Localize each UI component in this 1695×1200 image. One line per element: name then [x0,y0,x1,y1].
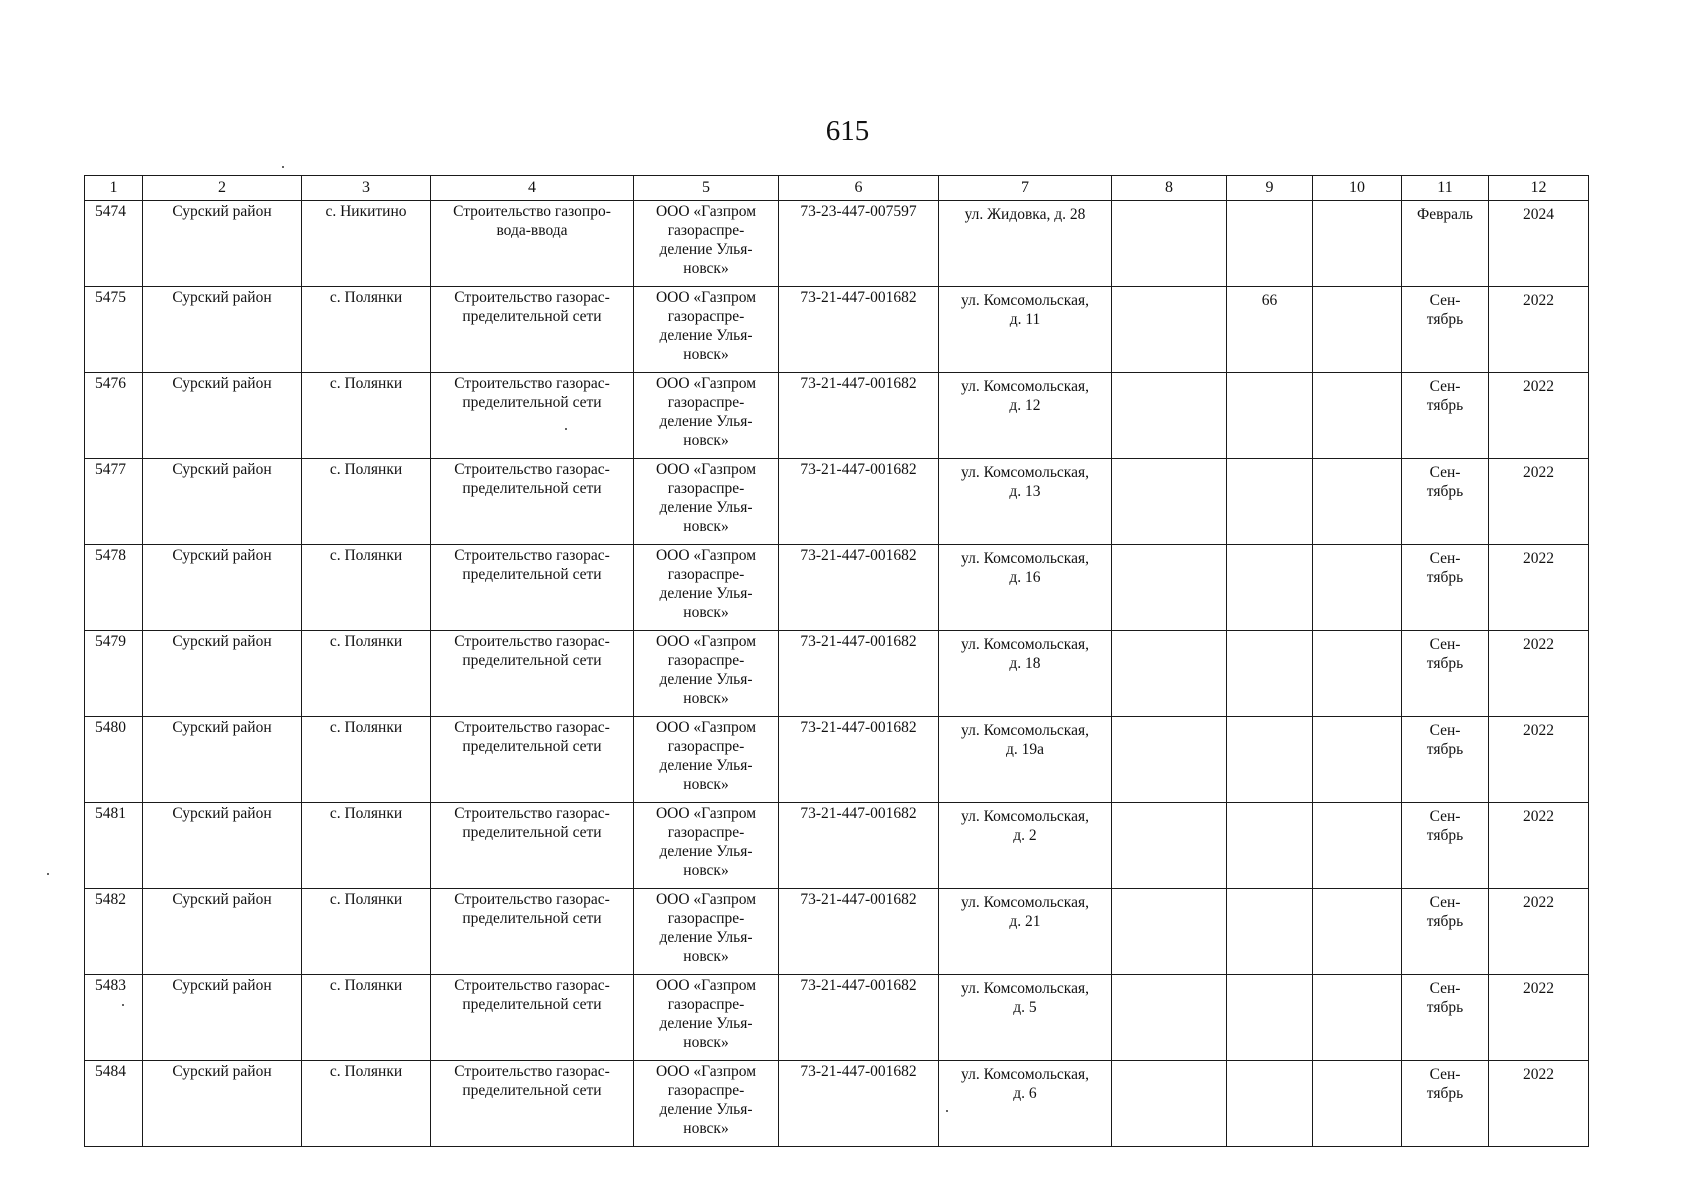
cell-work [431,373,634,459]
cell-organization-line: ООО «Газпром [655,719,757,736]
cell-organization-line: новск» [683,690,729,707]
cell-organization [634,545,779,631]
cell-settlement: с. Полянки [302,545,431,631]
cell-address-line: ул. Комсомольская, [961,636,1089,653]
cell-settlement: с. Полянки [302,459,431,545]
cell-col8 [1112,287,1227,373]
cell-work [431,287,634,373]
cell-organization-line: деление Улья- [659,1015,753,1032]
cell-month-line: тябрь [1426,741,1464,758]
cell-organization-line: новск» [683,518,729,535]
cell-organization-line: деление Улья- [659,413,753,430]
cell-organization-line: газораспре- [667,910,745,927]
cell-month-line: тябрь [1426,1085,1464,1102]
cell-col10 [1313,545,1402,631]
cell-month [1402,373,1489,459]
cell-organization-line: ООО «Газпром [655,203,757,220]
table-row [85,545,1589,631]
cell-organization-line: ООО «Газпром [655,805,757,822]
cell-address [939,889,1112,975]
cell-organization-line: новск» [683,862,729,879]
cell-number: 5475 [85,287,143,373]
cell-number: 5481 [85,803,143,889]
cell-col8 [1112,889,1227,975]
scan-speck [47,873,49,875]
cell-work [431,975,634,1061]
table-row [85,803,1589,889]
cell-col9 [1227,201,1313,287]
cell-code: 73-23-447-007597 [779,201,939,287]
table-row [85,975,1589,1061]
cell-district: Сурский район [143,287,302,373]
cell-organization-line: новск» [683,604,729,621]
cell-month-line: тябрь [1426,827,1464,844]
cell-col8 [1112,545,1227,631]
cell-col9 [1227,717,1313,803]
cell-organization [634,803,779,889]
column-header-2: 2 [143,176,302,201]
cell-work-line: Строительство газорас- [454,461,610,478]
cell-col9 [1227,1061,1313,1147]
cell-month [1402,287,1489,373]
cell-organization-line: газораспре- [667,222,745,239]
scan-speck [122,1004,124,1006]
cell-month [1402,975,1489,1061]
cell-code: 73-21-447-001682 [779,975,939,1061]
cell-organization-line: деление Улья- [659,499,753,516]
cell-address-line: д. 11 [1009,311,1041,328]
cell-col9 [1227,975,1313,1061]
cell-address [939,459,1112,545]
cell-work-line: пределительной сети [462,566,602,583]
cell-address-line: ул. Комсомольская, [961,722,1089,739]
cell-organization-line: новск» [683,346,729,363]
cell-col8 [1112,1061,1227,1147]
cell-month-line: тябрь [1426,483,1464,500]
cell-settlement: с. Полянки [302,889,431,975]
cell-organization [634,1061,779,1147]
cell-col10 [1313,889,1402,975]
cell-month-line: тябрь [1426,655,1464,672]
register-table [84,175,1589,1147]
cell-col9 [1227,459,1313,545]
cell-organization-line: новск» [683,1034,729,1051]
cell-work-line: Строительство газорас- [454,719,610,736]
column-number-row [85,176,1589,201]
cell-code: 73-21-447-001682 [779,1061,939,1147]
cell-address-line: ул. Комсомольская, [961,378,1089,395]
cell-address-line: д. 18 [1009,655,1041,672]
cell-organization-line: ООО «Газпром [655,375,757,392]
cell-settlement: с. Полянки [302,631,431,717]
cell-code: 73-21-447-001682 [779,459,939,545]
cell-district: Сурский район [143,459,302,545]
cell-address-line: д. 12 [1009,397,1041,414]
cell-col8 [1112,803,1227,889]
cell-organization-line: газораспре- [667,566,745,583]
cell-col8 [1112,459,1227,545]
cell-month [1402,889,1489,975]
cell-number: 5477 [85,459,143,545]
cell-year: 2022 [1489,287,1589,373]
cell-code: 73-21-447-001682 [779,717,939,803]
table-header [85,176,1589,201]
cell-organization-line: ООО «Газпром [655,891,757,908]
cell-month-line: тябрь [1426,311,1464,328]
cell-col10 [1313,287,1402,373]
cell-organization-line: деление Улья- [659,327,753,344]
cell-address-line: ул. Жидовка, д. 28 [964,206,1086,223]
cell-work-line: Строительство газопро- [453,203,611,220]
cell-district: Сурский район [143,889,302,975]
page-number: 615 [825,115,870,147]
cell-work-line: пределительной сети [462,394,602,411]
cell-district: Сурский район [143,717,302,803]
cell-work-line: пределительной сети [462,308,602,325]
cell-number: 5474 [85,201,143,287]
cell-year: 2022 [1489,373,1589,459]
cell-work-line: пределительной сети [462,738,602,755]
cell-col8 [1112,631,1227,717]
cell-col9 [1227,631,1313,717]
table-body [85,201,1589,1147]
column-header-3: 3 [302,176,431,201]
cell-number: 5478 [85,545,143,631]
cell-settlement: с. Полянки [302,287,431,373]
cell-month [1402,631,1489,717]
cell-work-line: Строительство газорас- [454,891,610,908]
cell-col10 [1313,1061,1402,1147]
cell-organization [634,459,779,545]
table-row [85,1061,1589,1147]
column-header-5: 5 [634,176,779,201]
cell-month-line: Сен- [1429,464,1461,481]
column-header-12: 12 [1489,176,1589,201]
cell-col10 [1313,373,1402,459]
table-row [85,631,1589,717]
cell-work-line: пределительной сети [462,910,602,927]
cell-work-line: пределительной сети [462,996,602,1013]
cell-organization-line: новск» [683,260,729,277]
column-header-9: 9 [1227,176,1313,201]
cell-code: 73-21-447-001682 [779,373,939,459]
cell-settlement: с. Полянки [302,803,431,889]
cell-district: Сурский район [143,373,302,459]
cell-month [1402,459,1489,545]
cell-work-line: Строительство газорас- [454,805,610,822]
cell-month-line: Сен- [1429,292,1461,309]
cell-district: Сурский район [143,631,302,717]
cell-year: 2022 [1489,631,1589,717]
cell-year: 2024 [1489,201,1589,287]
cell-month-line: Сен- [1429,808,1461,825]
cell-work [431,459,634,545]
cell-col10 [1313,201,1402,287]
cell-organization-line: газораспре- [667,738,745,755]
cell-month-line: Сен- [1429,894,1461,911]
cell-month-line: Сен- [1429,550,1461,567]
cell-address-line: ул. Комсомольская, [961,980,1089,997]
cell-col10 [1313,975,1402,1061]
cell-col10 [1313,459,1402,545]
column-header-10: 10 [1313,176,1402,201]
cell-code: 73-21-447-001682 [779,803,939,889]
cell-month-line: тябрь [1426,569,1464,586]
cell-month-line: тябрь [1426,397,1464,414]
cell-organization-line: ООО «Газпром [655,633,757,650]
cell-organization-line: новск» [683,1120,729,1137]
column-header-8: 8 [1112,176,1227,201]
cell-work [431,1061,634,1147]
cell-address-line: ул. Комсомольская, [961,894,1089,911]
cell-year: 2022 [1489,459,1589,545]
cell-district: Сурский район [143,545,302,631]
cell-number: 5479 [85,631,143,717]
cell-organization-line: ООО «Газпром [655,547,757,564]
cell-address [939,1061,1112,1147]
cell-address [939,717,1112,803]
cell-month [1402,803,1489,889]
cell-settlement: с. Полянки [302,975,431,1061]
cell-address-line: д. 5 [1013,999,1037,1016]
cell-month [1402,201,1489,287]
cell-work [431,631,634,717]
cell-col10 [1313,717,1402,803]
table-row [85,717,1589,803]
cell-organization-line: газораспре- [667,394,745,411]
cell-code: 73-21-447-001682 [779,889,939,975]
cell-address-line: д. 13 [1009,483,1041,500]
cell-organization-line: ООО «Газпром [655,977,757,994]
cell-col8 [1112,975,1227,1061]
cell-settlement: с. Полянки [302,373,431,459]
column-header-7: 7 [939,176,1112,201]
cell-settlement: с. Никитино [302,201,431,287]
cell-district: Сурский район [143,201,302,287]
cell-number: 5476 [85,373,143,459]
cell-address-line: д. 6 [1013,1085,1037,1102]
cell-work-line: Строительство газорас- [454,977,610,994]
cell-address [939,545,1112,631]
scan-speck [282,166,284,168]
cell-work-line: Строительство газорас- [454,547,610,564]
cell-work [431,545,634,631]
cell-work [431,803,634,889]
cell-organization [634,201,779,287]
cell-address [939,201,1112,287]
cell-organization-line: деление Улья- [659,929,753,946]
cell-organization-line: газораспре- [667,1082,745,1099]
column-header-4: 4 [431,176,634,201]
cell-month-line: тябрь [1426,913,1464,930]
cell-year: 2022 [1489,717,1589,803]
cell-work-line: Строительство газорас- [454,1063,610,1080]
cell-organization-line: новск» [683,432,729,449]
cell-year: 2022 [1489,803,1589,889]
table-row [85,889,1589,975]
cell-organization-line: газораспре- [667,308,745,325]
cell-district: Сурский район [143,1061,302,1147]
cell-address-line: д. 21 [1009,913,1041,930]
cell-organization [634,717,779,803]
cell-month-line: Сен- [1429,1066,1461,1083]
cell-address-line: ул. Комсомольская, [961,292,1089,309]
cell-address-line: ул. Комсомольская, [961,464,1089,481]
cell-settlement: с. Полянки [302,1061,431,1147]
scan-speck [565,428,567,430]
cell-address-line: д. 19а [1005,741,1045,758]
cell-number: 5480 [85,717,143,803]
cell-organization-line: деление Улья- [659,671,753,688]
cell-work [431,889,634,975]
cell-address [939,631,1112,717]
cell-work-line: Строительство газорас- [454,375,610,392]
cell-organization-line: газораспре- [667,652,745,669]
cell-month-line: Февраль [1416,206,1473,223]
cell-col9 [1227,545,1313,631]
cell-year: 2022 [1489,1061,1589,1147]
cell-work-line: Строительство газорас- [454,633,610,650]
cell-work-line: пределительной сети [462,1082,602,1099]
cell-address [939,373,1112,459]
cell-organization-line: деление Улья- [659,843,753,860]
cell-district: Сурский район [143,975,302,1061]
cell-work-line: пределительной сети [462,652,602,669]
cell-number: 5482 [85,889,143,975]
cell-organization-line: деление Улья- [659,1101,753,1118]
column-header-1: 1 [85,176,143,201]
cell-organization-line: деление Улья- [659,241,753,258]
cell-organization-line: газораспре- [667,480,745,497]
scan-speck [946,1110,948,1112]
cell-work [431,717,634,803]
cell-month-line: Сен- [1429,636,1461,653]
cell-work-line: пределительной сети [462,824,602,841]
cell-month-line: Сен- [1429,722,1461,739]
cell-district: Сурский район [143,803,302,889]
cell-year: 2022 [1489,545,1589,631]
cell-address [939,803,1112,889]
cell-organization-line: газораспре- [667,996,745,1013]
cell-organization [634,975,779,1061]
cell-work-line: Строительство газорас- [454,289,610,306]
cell-col8 [1112,201,1227,287]
cell-code: 73-21-447-001682 [779,287,939,373]
column-header-11: 11 [1402,176,1489,201]
cell-organization-line: ООО «Газпром [655,1063,757,1080]
table-row [85,287,1589,373]
cell-col9 [1227,803,1313,889]
cell-code: 73-21-447-001682 [779,545,939,631]
cell-col10 [1313,803,1402,889]
cell-organization-line: деление Улья- [659,585,753,602]
cell-organization [634,889,779,975]
table-row [85,459,1589,545]
cell-year: 2022 [1489,889,1589,975]
cell-col10 [1313,631,1402,717]
cell-month-line: Сен- [1429,378,1461,395]
cell-col9 [1227,373,1313,459]
cell-organization [634,287,779,373]
cell-organization [634,373,779,459]
cell-address [939,975,1112,1061]
cell-number: 5484 [85,1061,143,1147]
cell-work-line: пределительной сети [462,480,602,497]
cell-address-line: ул. Комсомольская, [961,1066,1089,1083]
cell-code: 73-21-447-001682 [779,631,939,717]
cell-address-line: ул. Комсомольская, [961,808,1089,825]
cell-month [1402,545,1489,631]
cell-address-line: д. 16 [1009,569,1041,586]
cell-col9: 66 [1227,287,1313,373]
cell-organization-line: газораспре- [667,824,745,841]
table-row [85,373,1589,459]
cell-year: 2022 [1489,975,1589,1061]
cell-work-line: вода-ввода [496,222,568,239]
cell-organization [634,631,779,717]
table-row [85,201,1589,287]
cell-organization-line: новск» [683,776,729,793]
cell-col9 [1227,889,1313,975]
column-header-6: 6 [779,176,939,201]
cell-month [1402,1061,1489,1147]
cell-number: 5483 [85,975,143,1061]
cell-month [1402,717,1489,803]
cell-address-line: д. 2 [1013,827,1037,844]
cell-work [431,201,634,287]
cell-organization-line: ООО «Газпром [655,461,757,478]
cell-col8 [1112,373,1227,459]
cell-address [939,287,1112,373]
cell-month-line: тябрь [1426,999,1464,1016]
cell-organization-line: новск» [683,948,729,965]
cell-col8 [1112,717,1227,803]
cell-address-line: ул. Комсомольская, [961,550,1089,567]
cell-organization-line: деление Улья- [659,757,753,774]
cell-month-line: Сен- [1429,980,1461,997]
cell-settlement: с. Полянки [302,717,431,803]
cell-organization-line: ООО «Газпром [655,289,757,306]
